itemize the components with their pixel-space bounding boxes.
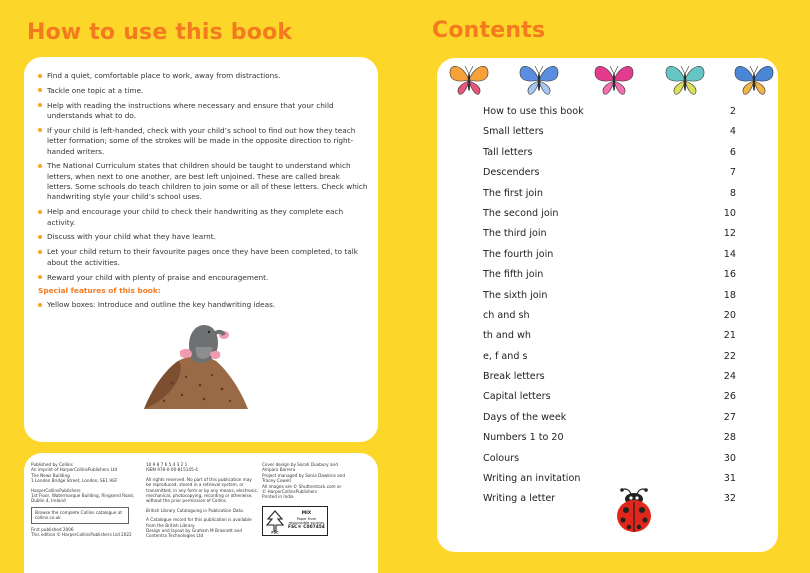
imprint-line: 1 London Bridge Street, London, SE1 9GF: [31, 478, 118, 484]
contents-title: Contents: [432, 18, 546, 43]
fsc-text: [288, 511, 325, 531]
imprint-line: ISBN 978-0-00-815145-4: [146, 467, 198, 473]
contents-entry-page: 10: [723, 207, 736, 219]
how-to-use-card: [24, 57, 378, 442]
contents-entry: [483, 428, 736, 448]
butterfly-icon: [450, 66, 488, 94]
contents-entry-title: The first join: [483, 187, 543, 199]
imprint-line: Dublin 4, Ireland: [31, 498, 66, 504]
contents-entry-page: 2: [729, 106, 736, 117]
ladybird-icon: [607, 486, 657, 536]
contents-entry-page: 30: [723, 452, 736, 464]
contents-entry-page: 31: [723, 473, 736, 485]
contents-entry: [483, 163, 736, 183]
contents-entry-page: 32: [723, 493, 736, 505]
contents-entry-page: 12: [723, 228, 736, 240]
imprint-line: mechanical, photocopying, recording or otherwise,: [146, 493, 253, 499]
imprint-publisher-column: [31, 462, 134, 537]
contents-entry-title: e, f and s: [483, 350, 528, 362]
contents-entry-page: 24: [723, 371, 736, 383]
imprint-line: Cover design by Sarah Duxbury and: [262, 462, 338, 467]
imprint-line: from the British Library.: [146, 522, 196, 528]
fsc-code: FSC® C007454: [288, 525, 325, 531]
imprint-credits-column: [262, 462, 345, 500]
imprint-line: An imprint of HarperCollinsPublishers Ltd: [31, 467, 118, 473]
contents-entry-page: 6: [729, 146, 736, 158]
contents-entry: [483, 143, 736, 163]
contents-entry: [483, 122, 736, 142]
fsc-logo: [262, 506, 328, 536]
contents-entry: [483, 306, 736, 326]
contents-entry-title: The fifth join: [483, 269, 544, 281]
contents-entry-title: Descenders: [483, 167, 540, 179]
imprint-line: The News Building: [31, 472, 70, 478]
imprint-line: Tracey Cowell: [262, 478, 291, 484]
fsc-brand-label: FSC: [271, 530, 279, 534]
contents-entry-title: Tall letters: [483, 146, 533, 158]
contents-entry: [483, 408, 736, 428]
imprint-line: Contentra Technologies Ltd: [146, 533, 204, 539]
imprint-line: All images are © Shutterstock.com or: [262, 483, 342, 489]
contents-entry: [483, 245, 736, 265]
special-features-heading: Special features of this book:: [38, 286, 161, 295]
imprint-line: All rights reserved. No part of this publication may: [146, 476, 252, 482]
imprint-line: 10 9 8 7 6 5 4 3 2 1: [146, 462, 188, 467]
contents-entry-page: 14: [723, 248, 736, 260]
imprint-line: Project managed by Sonia Dawkins and: [262, 472, 345, 478]
imprint-line: This edition © HarperCollinsPublishers Ltd 2022: [31, 532, 132, 538]
imprint-line: British Library Cataloguing in Publication Data.: [146, 507, 245, 513]
contents-entry-title: Writing a letter: [483, 493, 556, 505]
contents-entry-title: How to use this book: [483, 106, 584, 117]
instruction-item: If your child is left-handed, check with your child’s school to find out how they teach letter formation; some of the strokes will be made in the opposite direction to right-handed writers.: [38, 126, 368, 157]
contents-entry-title: Break letters: [483, 371, 545, 383]
contents-entry-title: ch and sh: [483, 309, 530, 321]
contents-list: [483, 102, 736, 510]
fsc-tree-icon: [265, 509, 285, 534]
imprint-line: Design and layout by Graham M Brasnett and: [146, 528, 243, 534]
contents-entry: [483, 265, 736, 285]
imprint-line: be reproduced, stored in a retrieval system, or: [146, 482, 244, 488]
instruction-item: Help and encourage your child to check their handwriting as they complete each activity.: [38, 207, 368, 228]
instruction-item: Help with reading the instructions where necessary and ensure that your child understands what to do.: [38, 101, 368, 122]
contents-entry-title: The third join: [483, 228, 547, 240]
imprint-line: First published 2006: [31, 526, 74, 532]
how-to-use-title: How to use this book: [27, 20, 293, 45]
contents-entry-page: 16: [723, 269, 736, 281]
fsc-line: responsible sources: [288, 521, 325, 525]
fsc-mix-label: MIX: [301, 511, 312, 517]
imprint-line: Printed in India: [262, 494, 294, 500]
contents-entry: [483, 326, 736, 346]
contents-entry: [483, 286, 736, 306]
instruction-item: Let your child return to their favourite pages once they have been completed, to talk about the activities.: [38, 247, 368, 268]
instructions-list: [38, 71, 368, 287]
contents-entry-page: 22: [723, 350, 736, 362]
instruction-item: Reward your child with plenty of praise and encouragement.: [38, 273, 368, 283]
instruction-item: Find a quiet, comfortable place to work, away from distractions.: [38, 71, 368, 81]
butterfly-icon: [735, 66, 773, 94]
butterfly-icon: [520, 66, 558, 94]
contents-entry: [483, 387, 736, 407]
imprint-line: Amparo Barrera: [262, 467, 296, 473]
imprint-line: 1st Floor, Watermarque Building, Ringsend Road,: [31, 493, 134, 499]
imprint-line: without the prior permission of Collins.: [146, 498, 228, 504]
imprint-line: HarperCollinsPublishers: [31, 487, 81, 493]
contents-entry-page: 4: [729, 126, 736, 138]
browse-catalogue-box: Browse the complete Collins catalogue at collins.co.uk: [31, 507, 129, 524]
contents-entry-title: Numbers 1 to 20: [483, 432, 564, 444]
fsc-line: Paper from: [296, 516, 317, 521]
butterfly-icon: [595, 66, 633, 94]
contents-entry-title: The second join: [483, 207, 559, 219]
contents-entry: [483, 367, 736, 387]
imprint-line: © HarperCollinsPublishers: [262, 489, 318, 495]
contents-entry: [483, 102, 736, 122]
butterfly-icon: [666, 66, 704, 94]
imprint-line: transmitted, in any form or by any means, electronic,: [146, 487, 259, 493]
contents-entry-page: 7: [729, 167, 736, 179]
contents-entry-page: 21: [723, 330, 736, 342]
imprint-card: [24, 453, 378, 573]
contents-entry-page: 8: [729, 187, 736, 199]
contents-entry-title: Writing an invitation: [483, 473, 581, 485]
contents-entry-title: The sixth join: [483, 289, 548, 301]
instruction-item: The National Curriculum states that children should be taught to understand which letters, when next to one another, are best left unjoined. These are called break letters. Some schools do teach children to join some or all of these letters. Check which handwriting style your child’s school uses.: [38, 161, 368, 202]
contents-entry: [483, 204, 736, 224]
butterfly-decoration: [437, 60, 778, 100]
mole-icon: [142, 319, 252, 414]
contents-entry-title: Capital letters: [483, 391, 551, 403]
contents-entry-page: 27: [723, 411, 736, 423]
contents-entry: [483, 184, 736, 204]
contents-entry-page: 26: [723, 391, 736, 403]
contents-card: [437, 58, 778, 552]
special-features-item: Yellow boxes: Introduce and outline the key handwriting ideas.: [38, 300, 275, 309]
imprint-line: Published by Collins: [31, 462, 73, 467]
instruction-item: Discuss with your child what they have learnt.: [38, 232, 368, 242]
contents-entry: [483, 347, 736, 367]
contents-entry-page: 28: [723, 432, 736, 444]
contents-entry-page: 18: [723, 289, 736, 301]
imprint-line: A Catalogue record for this publication is available: [146, 517, 252, 523]
contents-entry: [483, 224, 736, 244]
contents-entry-page: 20: [723, 309, 736, 321]
contents-entry-title: Colours: [483, 452, 520, 464]
contents-entry-title: Small letters: [483, 126, 544, 138]
contents-entry-title: th and wh: [483, 330, 531, 342]
contents-entry-title: The fourth join: [483, 248, 554, 260]
contents-entry-title: Days of the week: [483, 411, 567, 423]
imprint-rights-column: [146, 462, 258, 539]
contents-entry: [483, 449, 736, 469]
instruction-item: Tackle one topic at a time.: [38, 86, 368, 96]
